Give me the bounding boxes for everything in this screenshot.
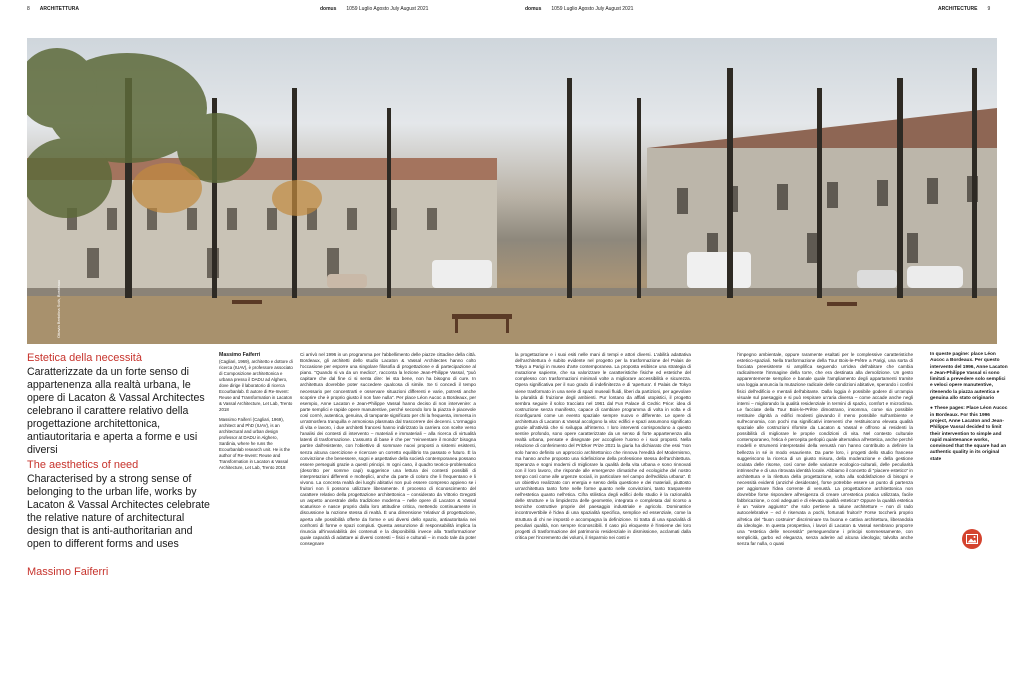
right-issue-header: [525, 0, 633, 18]
body-column-2: la progettazione e i suoi esiti nelle mani di tempi e attori diversi. L'abilità adattativa dell'architettura è subito evidente nel progetto per la trasformazione del Palais de Tokyo a Parigi in museo d'arte contemporanea. La proposta esibisce una strategia di mutazione sapiente, che sa valorizzare le caratteristiche fisiche ed estetiche del complesso con trasformazioni minimali volte a migliorare accessibilità e sicurezza. Opera significativa per il suo grado di indefinitezza e di 'apertura'. Il Palais de Tokyo viene trasformato in una serie di spazi museali fluidi, liberi da partizioni, per agevolare la pluralità di fruizione degli ambienti. Pur lontano da afflati utopistici, il progetto sembra seguire il solco tracciato nel 1961 dal Fun Palace di Cedric Price: idea di costruzione senza manifesto, capace di cambiare programma di volta in volta e di riconfigurarsi come un evento spaziale sempre nuovo e differente. Le opere di architettura di Lacaton & Vassal accolgono la vita: edifici e spazi assumono significato grazie all'attività che si sviluppa all'interno. I loro interventi corrispondono a questo sentire profondo, sono opere caratterizzate da un senso di forte appartenenza alla realtà urbana, pensate e disegnate per accogliere l'uomo e i suoi proposti. Nella relazione di conferimento del Pritzker Prize 2021 la giuria ha dichiarato che essi "non solo hanno definito un approccio architettonico che rinnova l'eredità del Modernismo, ma hanno anche proposto una ridefinizione della professione stessa dell'architettura. Speranza e sogni moderni di migliorare la qualità della vita urbana e sono rinnovati con il loro lavoro, che risponde alle emergenze climatiche ed ecologiche del nostro tempo così come alle urgenze sociali, in particolare nel campo dell'edilizia urbana". È un obiettivo realizzato con energia e senso della questione e dei materiali, piuttosto un'architettura tanto forte nelle forme quanto nelle convinzioni, tanto trasparente nell'estetica quanto nell'etica. Cifra stilistica degli edifici dello studio è la razionalità delle strutture e la limpidezza delle geometrie, integrata e completata dal ricorso a tecniche costruttive proprie del paesaggio industriale e agricolo. Dominatrice incontrovertibile è l'idea di una spazialità specifica, semplice ed essenziale, come la struttura di chi ne impostò e accompagna la definizione. Si tratta di una spazialità di peculiari qualità, non sempre riconoscibili. Il caso più eloquente è l'insieme dei loro progetti di trasformazione del patrimonio residenziale in dismissione, acclamati dalla critica per l'incremento dei volumi, il risparmio nei costi e: [515, 352, 691, 540]
caption-en-text: Place Léon Aucoc in Bordeaux. For this 1996 project, Anne Lacaton and Jean-Philippe Vassal decided to limit their intervention to simple and rapid maintenance works, convinced that the square had an authentic quality in its original state: [930, 406, 1008, 462]
headline-italian: Estetica della necessità: [27, 352, 142, 364]
caption-it-title: In queste pagine:: [930, 352, 970, 357]
plaza-illustration: [27, 38, 997, 344]
caption-en-marker: ●: [930, 406, 935, 412]
body-column-3: l'impegno ambientale, oppure raramente esaltati per le complessive caratteristiche estetico-spaziali. Nella trasformazione della Tour Bois-le-Prêtre a Parigi, una sorta di facciata preesistente si amplifica seguendo un'idea dell'abitare che cambia radicalmente l'immagine della torre, che era destinata alla demolizione. Un gesto apparentemente semplice e banale quale l'ampliamento degli appartamenti tramite una loggia annuncia la mutazione radicale delle condizioni abitative, sperando i confini fisici dell'edificio e mentali dell'abitante. Dalla loggia è possibile godere di un'ampia visuale sul paesaggio e si può respirare un'aria diversa – come accade anche negli interni – migliorando la qualità residenziale in termini di spazio, comfort e microclima. Le facciate della Tour Bois-le-Prêtre dimostrano, insomma, come sia possibile restituire dignità a edifici modesti giovando il meno possibile sull'ambiente e sull'economia, con pochi ma significativi interventi che restituiscono elevata qualità spaziale alle costruzioni rifornite da Lacaton & Vassal e offrono ai residenti la possibilità di migliorare le proprie condizioni di vita. Nel contesto culturale contemporaneo, l'etica è percepita perlopiù quale alternativa all'estetica, anche perché modelli e strumenti interpretativi della venustà non hanno contribuito a definire la bellezza in sé in modo esauriente. Da parte loro, i progetti dello studio francese suggeriscono la ricerca di un giusto misura, della moderazione e della gestione oculata delle risorse, così come delle varianze ecologico-culturali, delle peculiarità intrinseche e di una ritrovata identità locale. Abbiamo il concetto di "piacere estetico" in architettura e la rilettura della progettazione, volta alla soddisfazione di bisogni e necessità evidenti (anziché desiderate), forse potrebbe essere un punto di partenza per aggiornare l'idea corrente di venustà. La progettazione architettonica non dovrebbe forse rispondere all'esigenza di creare un'estetica pratica utilizzata, facile fabbricazione, o così adeguati e di elevata qualità estetica? Oppure la qualità estetica è un "valore aggiunto" che solo pertiene a talune architetture – non di rado autocelebrative – ed è riservata a pochi, fortunati fruitori? Forse toccherà proprio all'etica del "buon costruire" discriminare tra buona e cattiva architettura, liberandola da ideologie. In questa prospettiva, i lavori di Lacaton & Vassal sembrano proporre una "estetica delle necessità" perseguendone i principi sommessamente, con semplicità, garbo ed eleganza, senza aderire ad alcuna ideologia; talvolta anche senza far nulla, o quasi: [737, 352, 913, 546]
lead-english: Characterised by a strong sense of belonging to the urban life, works by Lacaton & Vassal Architectes celebrate the relative nature of architectural design that is anti-authoritarian and open to different forms and uses: [27, 473, 210, 550]
right-running-header: [938, 0, 990, 18]
bio-name: Massimo Faiferri: [219, 352, 261, 358]
headline-english: The aesthetics of need: [27, 459, 139, 471]
bio-english: Massimo Faiferri (Cagliari, 1969), architect and PhD (IUAV), is an architectural and urban design professor at DADU in Alghero, Sardinia, where he runs the Ecourbanlab research unit. He is the author of Re-Invent: Reuse and Transformation in Lacaton & Vassal Architecture, Let Lab, Trento 2018: [219, 417, 291, 470]
picture-icon: [966, 534, 978, 544]
magazine-name: domus: [320, 6, 337, 12]
body-column-1: Ci arrivò nel 1996 in un programma per l'abbellimento delle piazze cittadine della città. Bordeaux, gli architetti dello studio Lacaton & Vassal Architectes hanno colto l'occasione per esporre una singolare filosofia di progettazione e di partecipazione al piano. "Quando si va da un medico", racconta la lezione Jean-Philippe Vassal, "può capitare che dal fine ci si senta dire: lei sta bene, non ha bisogno di cure. In architettura dovrebbe poter succedere qualcosa di simile. Se ti concedi il tempo necessario per concentrarti e osservare situazioni differenti e varie, potresti anche scoprire che è proprio giusto il non fare nulla". Per place Léon Aucoc a Bordeaux, per esempio, Anne Lacaton e Jean-Philippe Vassal hanno deciso di non intervenire: a parte semplici e rapide opere manutentive, perché secondo loro la piazza è piacevole così com'è, autentica, genuina, di tampante significato per chi la frequenta, immersa in un'atmosfera tranquilla e armoniosa plasmata dal trascorrere dei decenni. L'ormaggio di vita e lavoro, i due architetti francesi hanno indirizzato la carriera con scelte verso l'analisi dei contesti di intervento – materiali e immateriali – alla ricerca di virtualità latenti di trasformazione. L'assunto di base è che per "reinventare il mondo" bisogna partire dall'esistente, con l'obiettivo di sommare nuovi proposti a sistemi esistenti, senza alcuna coercizione e ricercare un corretto equilibrio tra passato e futuro. È la convinzione che benessere, sogni e aspettative della società contemporanea possano essere perseguiti grazie a questi principi. In ogni caso, il quadro teorico-problematico (descritto per somme capi) suggerisce una lettura dei contesti possibili di interpretazioni differenti e molteplici, anche da parte di coloro che li frequentano e li vivono. La concreta realtà dei luoghi abitativi non può essere compreso appieno se i fruitori non li possono utilizzare liberamente. Il processo di riconoscimento del carattere relativo della progettazione architettonica – considerato da Vittorio Gregotti un aspetto ancestrale della tradizione moderna – nelle opere di Lacaton & Vassal scaturisce e nasce proprio dalla loro attitudine critica, mettendo continuamente in discussione la nozione stessa di realtà. È una dimensione 'relativa' di progettazione, aperta alle possibilità offerte da forme e usi diversi dello spazio, antiautoritaria nei confronti di forme e spazi compiuti. Questa assunzione di responsabilità implica la rinuncia all'invariabilità dei contenuti e la disponibilità invece alla 'trasformazione' quale capacità di adattare ai diversi contesti – fisici e culturali – in modo tale da poter consegnare: [300, 352, 476, 546]
left-section-title: ARCHITETTURA: [39, 6, 79, 12]
issue-info-right: 1059 Luglio Agosto July August 2021: [551, 6, 634, 12]
right-section-title: ARCHITECTURE: [938, 6, 978, 12]
caption-italian: [930, 352, 1008, 402]
magazine-name-right: domus: [525, 6, 542, 12]
right-page-number: 9: [987, 6, 991, 12]
caption-it-text: place Léon Aucoc a Bordeaux. Per questo intervento del 1996, Anne Lacaton e Jean-Philippe Vassal si sono limitati a prevedere solo semplici e veloci opere manutentive, ritenendo la piazza autentica e genuina allo stato originario: [930, 352, 1008, 402]
lead-italian: Caratterizzate da un forte senso di appartenenza alla realtà urbana, le opere di Lacaton & Vassal Architectes celebrano il carattere relativo della progettazione architettonica, antiautoritaria e aperta a forme e usi diversi: [27, 366, 205, 456]
author-name: Massimo Faiferri: [27, 566, 109, 578]
caption-english: [930, 406, 1008, 463]
left-running-header: [27, 0, 79, 18]
hero-photo: [27, 38, 997, 344]
photo-caption: [930, 352, 1008, 463]
bio-italian: (Cagliari, 1969), architetto e dottore di ricerca (IUAV), è professore associato di Composizione architettonica e urbana presso il DADU ad Alghero, dove dirige il laboratorio di ricerca Ecourbanlab. È autore di Re-Invent: Reuse and Transformation in Lacaton & Vassal Architecture, Let Lab, Trento 2018: [219, 359, 293, 412]
caption-en-title: These pages:: [934, 406, 965, 412]
photo-credit: Ottavia Bertolina Solà, Bordeaux: [56, 279, 61, 338]
left-page-number: 8: [27, 6, 30, 12]
author-bio: [219, 352, 295, 471]
issue-info: 1059 Luglio Agosto July August 2021: [346, 6, 429, 12]
left-issue-header: [320, 0, 428, 18]
image-gallery-icon[interactable]: [962, 529, 982, 549]
